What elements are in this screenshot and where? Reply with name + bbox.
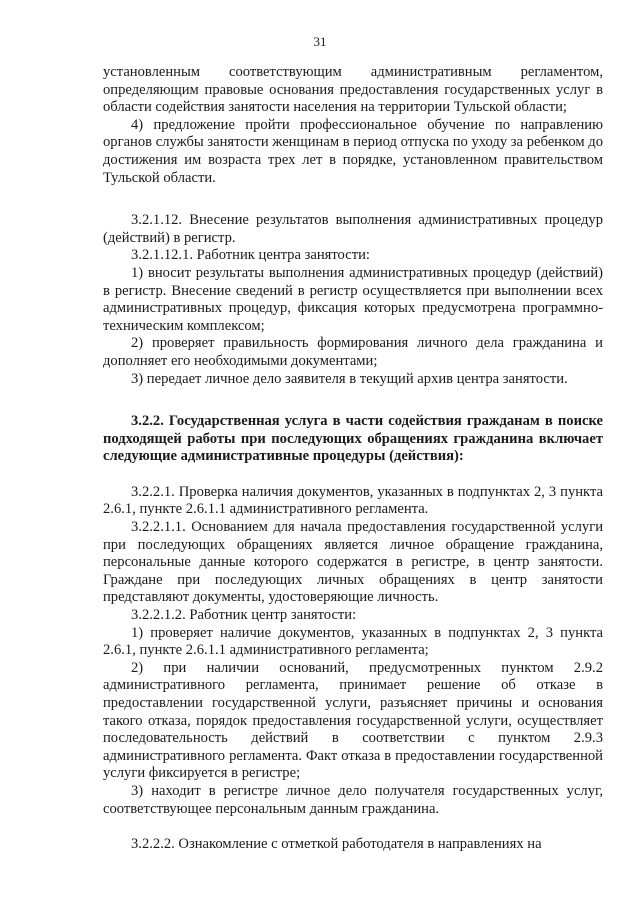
paragraph: 3.2.2.2. Ознакомление с отметкой работодателя в направлениях на (131, 836, 542, 853)
list-item: 2) проверяет правильность формирования личного дела гражданина и дополняет его необходимыми документами; (103, 335, 603, 369)
list-item: 1) вносит результаты выполнения административных процедур (действий) в регистр. Внесение сведений в регистр осуществляется при выполнении всех административных процедур, фиксация которых предусмотрена программно-техническим комплексом; (103, 264, 603, 334)
list-item: 3) передает личное дело заявителя в текущий архив центра занятости. (131, 370, 568, 387)
section-title: 3.2.2. Государственная услуга в части содействия гражданам в поиске подходящей работы при последующих обращениях гражданина включает следующие административные процедуры (действия): (103, 413, 603, 465)
list-item: 3) находит в регистре личное дело получателя государственных услуг, соответствующее персональным данным гражданина. (103, 782, 603, 817)
document-body (103, 64, 603, 854)
paragraph: установленным соответствующим административным регламентом, определяющим правовые основания предоставления государственных услуг в области содействия занятости населения на территории Тульской области; (103, 64, 603, 116)
spacer (103, 466, 603, 484)
list-item: 2) при наличии оснований, предусмотренных пунктом 2.9.2 административного регламента, принимает решение об отказе в предоставлении государственной услуги, разъясняет причины и основания такого отказа, порядок предоставления государственной услуги, осуществляет последовательность действий в соответствии с пунктом 2.9.3 административного регламента. Факт отказа в предоставлении государственной услуги фиксируется в регистре; (103, 659, 603, 782)
section-heading: 3.2.1.12. Внесение результатов выполнения административных процедур (действий) в регистр. (103, 212, 603, 246)
paragraph: 4) предложение пройти профессиональное обучение по направлению органов службы занятости женщинам в период отпуска по уходу за ребенком до достижения им возраста трех лет в порядке, установленном правительством Тульской области. (103, 116, 603, 186)
paragraph: 3.2.1.12.1. Работник центра занятости: (131, 247, 370, 264)
list-item: 1) проверяет наличие документов, указанных в подпунктах 2, 3 пункта 2.6.1, пункте 2.6.1.1 административного регламента; (103, 624, 603, 659)
page-number: 31 (313, 34, 327, 49)
paragraph: 3.2.2.1.1. Основанием для начала предоставления государственной услуги при последующих обращениях является личное обращение гражданина, персональные данные которого содержатся в регистре, в центр занятости. Граждане при последующих личных обращениях в центр занятости представляют документы, удостоверяющие личность. (103, 519, 603, 606)
paragraph: 3.2.2.1. Проверка наличия документов, указанных в подпунктах 2, 3 пункта 2.6.1, пункте 2.6.1.1 административного регламента. (103, 483, 603, 518)
paragraph: 3.2.2.1.2. Работник центр занятости: (131, 607, 357, 624)
spacer (103, 388, 603, 413)
spacer (103, 818, 603, 836)
spacer (103, 187, 603, 212)
